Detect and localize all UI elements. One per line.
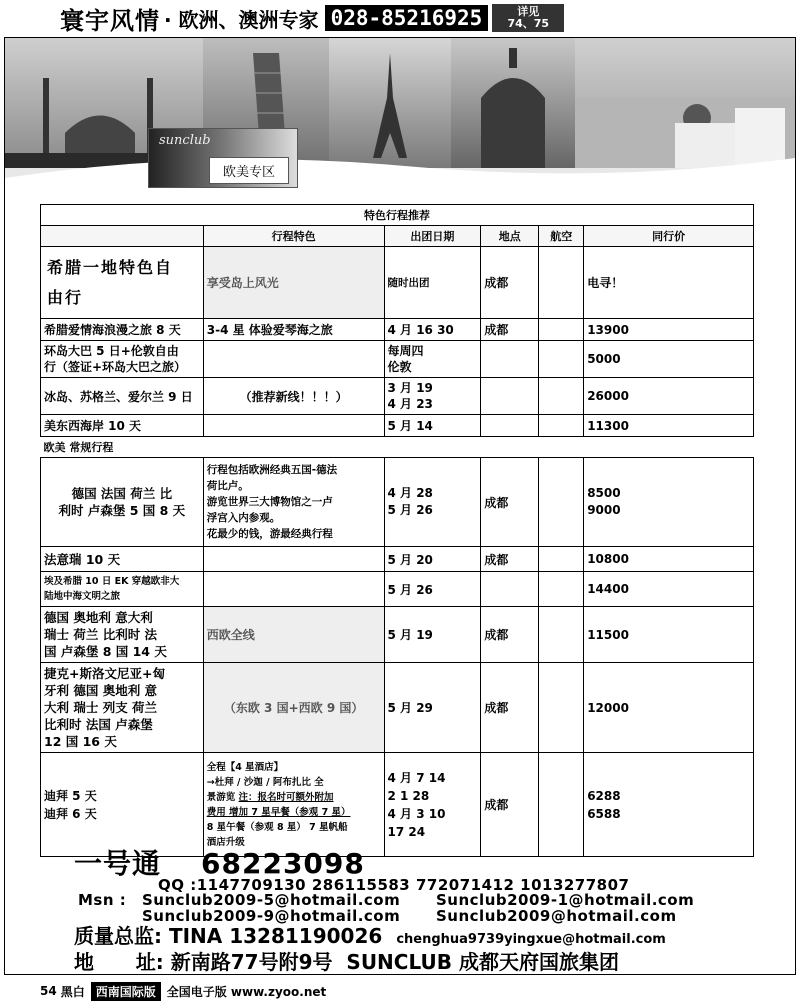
section-row (41, 437, 754, 458)
route-airline (539, 458, 584, 547)
route-airline (539, 378, 584, 415)
section-label: 欧美 常规行程 (41, 437, 754, 458)
see-pages-box (492, 4, 564, 32)
table-row (41, 378, 754, 415)
route-price: 电寻！ (584, 247, 754, 319)
route-date: 每周四 伦敦 (384, 341, 481, 378)
table-row (41, 607, 754, 663)
route-name: 德国 奥地利 意大利 瑞士 荷兰 比利时 法 国 卢森堡 8 国 14 天 (41, 607, 204, 663)
route-name: 迪拜 5 天 迪拜 6 天 (41, 753, 204, 857)
route-feature: 享受岛上风光 (203, 247, 384, 319)
see-label: 详见 (517, 5, 540, 18)
route-name: 冰岛、苏格兰、爱尔兰 9 日 (41, 378, 204, 415)
route-place: 成都 (481, 458, 539, 547)
europe-zone-badge (148, 128, 298, 188)
table-header-row (41, 226, 754, 247)
see-pages: 74、75 (507, 17, 550, 30)
route-place (481, 415, 539, 437)
route-feature (203, 341, 384, 378)
table-row (41, 341, 754, 378)
msn-label: Msn : (78, 891, 127, 909)
table-row (41, 663, 754, 753)
route-date: 3 月 19 4 月 23 (384, 378, 481, 415)
route-name: 美东西海岸 10 天 (41, 415, 204, 437)
route-feature: （东欧 3 国+西欧 9 国） (203, 663, 384, 753)
route-date: 5 月 14 (384, 415, 481, 437)
route-airline (539, 607, 584, 663)
route-feature (203, 572, 384, 607)
route-price: 26000 (584, 378, 754, 415)
col-header-feature: 行程特色 (203, 226, 384, 247)
route-place: 成都 (481, 319, 539, 341)
col-header-price: 同行价 (584, 226, 754, 247)
header-phone: 028-85216925 (325, 5, 489, 31)
print-color: 黑白 (60, 984, 85, 999)
route-date: 4 月 28 5 月 26 (384, 458, 481, 547)
route-name: 希腊一地特色自 由行 (41, 247, 204, 319)
badge-script: sunclub (159, 133, 211, 148)
route-feature: 行程包括欧洲经典五国-德法 荷比卢。 游览世界三大博物馆之一卢 浮宫入内参观。 花最少的钱，游最经典行程 (203, 458, 384, 547)
route-place (481, 341, 539, 378)
route-feature: （推荐新线！！！） (203, 378, 384, 415)
quality-director-text: 质量总监: TINA 13281190026 (74, 924, 383, 948)
route-place (481, 378, 539, 415)
route-feature: 3-4 星 体验爱琴海之旅 (203, 319, 384, 341)
route-airline (539, 572, 584, 607)
route-airline (539, 319, 584, 341)
route-date: 4 月 16 30 (384, 319, 481, 341)
msn-account: Sunclub2009-5@hotmail.com (142, 891, 401, 909)
section-name: 西南国际版 (91, 982, 161, 1001)
brand-tagline: · 欧洲、澳洲专家 (164, 7, 319, 32)
hotline-label: 一号通 (74, 847, 162, 880)
route-price: 11300 (584, 415, 754, 437)
route-airline (539, 753, 584, 857)
route-place: 成都 (481, 607, 539, 663)
table-row (41, 247, 754, 319)
route-feature: 西欧全线 (203, 607, 384, 663)
table-row (41, 319, 754, 341)
banner-wave (5, 138, 795, 188)
route-price: 14400 (584, 572, 754, 607)
route-date: 随时出团 (384, 247, 481, 319)
route-date: 5 月 29 (384, 663, 481, 753)
col-header-airline: 航空 (539, 226, 584, 247)
route-airline (539, 247, 584, 319)
quality-director-email: chenghua9739yingxue@hotmail.com (396, 932, 666, 947)
address: 地 址: 新南路77号附9号 SUNCLUB 成都天府国旅集团 (74, 950, 619, 974)
table-row (41, 572, 754, 607)
table-title: 特色行程推荐 (41, 205, 754, 226)
route-place: 成都 (481, 547, 539, 572)
itinerary-table (40, 204, 754, 857)
page-number: 54 (40, 984, 57, 998)
route-airline (539, 341, 584, 378)
route-place: 成都 (481, 663, 539, 753)
col-header-place: 地点 (481, 226, 539, 247)
route-name: 德国 法国 荷兰 比 利时 卢森堡 5 国 8 天 (41, 458, 204, 547)
msn-account: Sunclub2009@hotmail.com (436, 907, 677, 925)
route-place (481, 572, 539, 607)
route-date: 5 月 19 (384, 607, 481, 663)
table-title-row (41, 205, 754, 226)
route-price: 12000 (584, 663, 754, 753)
ad-header (60, 2, 720, 34)
route-price: 5000 (584, 341, 754, 378)
msn-account: Sunclub2009-9@hotmail.com (142, 907, 401, 925)
route-date: 4 月 7 14 2 1 28 4 月 3 10 17 24 (384, 753, 481, 857)
col-header-date: 出团日期 (384, 226, 481, 247)
route-name: 埃及希腊 10 日 EK 穿越欧非大 陆地中海文明之旅 (41, 572, 204, 607)
route-feature (203, 547, 384, 572)
route-feature (203, 415, 384, 437)
edition-text: 全国电子版 www.zyoo.net (166, 984, 327, 999)
route-date: 5 月 26 (384, 572, 481, 607)
hotline-number: 68223098 (201, 847, 365, 880)
route-date: 5 月 20 (384, 547, 481, 572)
page-footer (40, 982, 760, 1000)
badge-label: 欧美专区 (209, 157, 289, 184)
route-feature-line: 8 星午餐（参观 8 星） 7 星帆船 酒店升级 (206, 821, 348, 848)
route-airline (539, 547, 584, 572)
route-name: 希腊爱情海浪漫之旅 8 天 (41, 319, 204, 341)
route-price: 6288 6588 (584, 753, 754, 857)
route-feature-cell (203, 753, 384, 857)
msn-account: Sunclub2009-1@hotmail.com (436, 891, 695, 909)
route-airline (539, 415, 584, 437)
table-row (41, 458, 754, 547)
route-feature-note: 注：报名时可额外附加 费用 增加 7 星早餐（参观 7 星） (206, 791, 351, 818)
photo-banner (5, 38, 795, 188)
route-price: 10800 (584, 547, 754, 572)
route-name: 法意瑞 10 天 (41, 547, 204, 572)
route-place: 成都 (481, 753, 539, 857)
table-row (41, 753, 754, 857)
table-row (41, 547, 754, 572)
route-place: 成都 (481, 247, 539, 319)
route-feature-line: →杜拜 / 沙迦 / 阿布扎比 全 景游览 (206, 776, 324, 803)
brand-name: 寰宇风情 (60, 6, 160, 35)
quality-director (74, 920, 666, 949)
route-airline (539, 663, 584, 753)
route-price: 13900 (584, 319, 754, 341)
qq-numbers: QQ :1147709130 286115583 772071412 1013277807 (158, 876, 630, 894)
col-header-route (41, 226, 204, 247)
route-feature-line: 全程【4 星酒店】 (206, 761, 284, 773)
route-name: 捷克+斯洛文尼亚+匈 牙利 德国 奥地利 意 大利 瑞士 列支 荷兰 比利时 法国 卢森堡 12 国 16 天 (41, 663, 204, 753)
route-price: 8500 9000 (584, 458, 754, 547)
route-price: 11500 (584, 607, 754, 663)
table-row (41, 415, 754, 437)
route-name: 环岛大巴 5 日+伦敦自由 行（签证+环岛大巴之旅） (41, 341, 204, 378)
